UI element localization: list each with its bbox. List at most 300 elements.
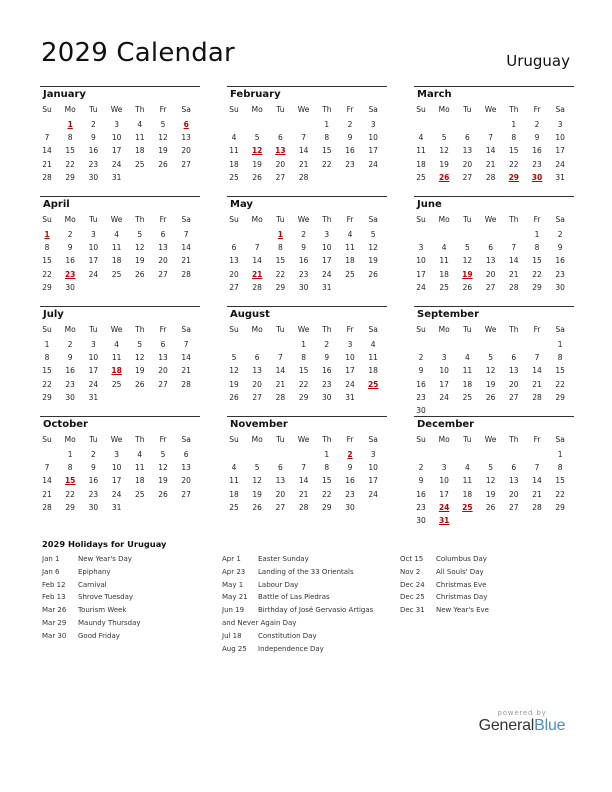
calendar-day: 24 bbox=[345, 379, 355, 389]
holiday-date: Dec 25 bbox=[400, 593, 425, 602]
holiday-date: Aug 25 bbox=[222, 644, 247, 653]
calendar-day: 11 bbox=[439, 256, 449, 266]
month-row bbox=[40, 196, 574, 306]
holiday-date: Feb 12 bbox=[42, 580, 66, 589]
holiday-date: Dec 31 bbox=[400, 606, 425, 615]
calendar-day: 22 bbox=[275, 269, 286, 279]
calendar-day: 9 bbox=[557, 243, 563, 253]
calendar-day: 2 bbox=[91, 450, 96, 459]
calendar-day: 31 bbox=[88, 392, 99, 402]
calendar-day: 30 bbox=[322, 392, 332, 402]
calendar-day: 11 bbox=[135, 463, 145, 473]
calendar-day: 9 bbox=[324, 353, 330, 363]
calendar-day: 16 bbox=[322, 366, 332, 376]
calendar-day: 13 bbox=[181, 463, 191, 473]
weekday-label: Fr bbox=[346, 215, 354, 224]
holiday-list bbox=[42, 539, 572, 664]
calendar-day: 20 bbox=[181, 146, 191, 156]
calendar-day: 9 bbox=[347, 463, 353, 473]
calendar-day: 7 bbox=[278, 353, 283, 363]
calendar-day: 14 bbox=[181, 243, 191, 253]
calendar-day: 28 bbox=[509, 282, 519, 292]
calendar-day: 4 bbox=[465, 463, 470, 473]
holiday-day: 23 bbox=[64, 269, 76, 279]
calendar-day: 3 bbox=[370, 120, 376, 129]
calendar-day: 28 bbox=[298, 172, 309, 182]
calendar-day: 24 bbox=[88, 269, 99, 279]
weekday-label: Su bbox=[416, 325, 426, 334]
calendar-day: 2 bbox=[67, 230, 73, 239]
calendar-day: 7 bbox=[301, 133, 306, 143]
calendar-day: 12 bbox=[158, 133, 168, 143]
calendar-day: 8 bbox=[557, 353, 563, 363]
calendar-day: 25 bbox=[416, 172, 426, 182]
calendar-day: 16 bbox=[345, 146, 355, 156]
calendar-day: 10 bbox=[368, 133, 378, 143]
holiday-name: Landing of the 33 Orientals bbox=[258, 567, 354, 576]
holiday-day: 30 bbox=[531, 172, 543, 182]
holiday-item bbox=[42, 566, 217, 579]
calendar-day: 8 bbox=[301, 353, 306, 363]
calendar-day: 16 bbox=[88, 476, 99, 486]
calendar-day: 29 bbox=[65, 502, 75, 512]
holiday-item bbox=[222, 566, 397, 579]
calendar-day: 24 bbox=[368, 489, 378, 499]
calendar-day: 4 bbox=[137, 120, 143, 129]
calendar-day: 6 bbox=[278, 133, 283, 143]
calendar-day: 2 bbox=[91, 120, 96, 129]
holiday-date: Oct 15 bbox=[400, 555, 424, 563]
calendar-day: 12 bbox=[485, 366, 496, 376]
calendar-day: 10 bbox=[555, 133, 565, 143]
calendar-day: 22 bbox=[42, 269, 52, 279]
calendar-day: 7 bbox=[254, 243, 260, 253]
weekday-label: Tu bbox=[89, 325, 98, 334]
calendar-day: 15 bbox=[275, 256, 286, 266]
holiday-name: Tourism Week bbox=[78, 606, 127, 615]
holiday-item bbox=[42, 579, 217, 592]
holiday-item bbox=[222, 617, 397, 630]
calendar-day: 9 bbox=[67, 353, 73, 363]
weekday-label: Mo bbox=[438, 435, 450, 444]
holiday-name: Carnival bbox=[78, 580, 107, 589]
calendar-day: 19 bbox=[158, 146, 168, 156]
calendar-day: 9 bbox=[301, 243, 306, 253]
holiday-item bbox=[400, 579, 575, 592]
calendar-day: 1 bbox=[67, 450, 73, 459]
brand-footer bbox=[474, 709, 570, 735]
calendar-day: 24 bbox=[416, 282, 426, 292]
calendar-day: 6 bbox=[278, 463, 283, 473]
calendar-day: 7 bbox=[534, 463, 540, 473]
calendar-day: 30 bbox=[345, 502, 355, 512]
calendar-day: 3 bbox=[91, 340, 96, 349]
calendar-day: 17 bbox=[416, 269, 426, 279]
calendar-day: 11 bbox=[111, 243, 122, 253]
calendar-day: 11 bbox=[416, 146, 426, 156]
calendar-day: 22 bbox=[65, 159, 75, 169]
month-name: May bbox=[230, 199, 253, 210]
month-name: July bbox=[43, 309, 64, 320]
weekday-label: Tu bbox=[276, 105, 285, 114]
calendar-day: 15 bbox=[322, 146, 332, 156]
calendar-day: 18 bbox=[368, 366, 378, 376]
calendar-day: 1 bbox=[301, 340, 306, 349]
weekday-label: Fr bbox=[159, 215, 167, 224]
calendar-day: 29 bbox=[275, 282, 286, 292]
calendar-day: 11 bbox=[229, 476, 239, 486]
holiday-day: 25 bbox=[462, 502, 473, 512]
holiday-item bbox=[42, 630, 217, 643]
calendar-day: 29 bbox=[555, 392, 565, 402]
calendar-day: 1 bbox=[534, 230, 540, 239]
calendar-day: 8 bbox=[324, 463, 330, 473]
month-name: October bbox=[43, 419, 88, 430]
calendar-day: 20 bbox=[158, 366, 168, 376]
calendar-day: 2 bbox=[418, 463, 424, 473]
calendar-day: 10 bbox=[111, 133, 122, 143]
calendar-day: 14 bbox=[42, 476, 52, 486]
calendar-day: 10 bbox=[439, 476, 449, 486]
calendar-day: 5 bbox=[137, 340, 143, 349]
calendar-day: 20 bbox=[509, 489, 519, 499]
calendar-day: 14 bbox=[509, 256, 519, 266]
holiday-item bbox=[42, 591, 217, 604]
calendar-day: 30 bbox=[298, 282, 309, 292]
calendar-day: 18 bbox=[135, 146, 145, 156]
calendar-day: 27 bbox=[158, 269, 168, 279]
weekday-label: Th bbox=[135, 435, 145, 444]
calendar-day: 19 bbox=[368, 256, 378, 266]
weekday-label: Mo bbox=[251, 435, 263, 444]
holiday-day: 13 bbox=[275, 146, 286, 156]
calendar-day: 20 bbox=[462, 159, 473, 169]
calendar-day: 17 bbox=[111, 146, 122, 156]
calendar-day: 13 bbox=[158, 243, 168, 253]
holiday-column bbox=[400, 553, 575, 617]
calendar-day: 30 bbox=[88, 172, 99, 182]
month-february bbox=[227, 86, 387, 196]
calendar-day: 25 bbox=[229, 172, 239, 182]
calendar-day: 23 bbox=[345, 159, 355, 169]
calendar-day: 23 bbox=[298, 269, 309, 279]
calendar-day: 6 bbox=[160, 230, 166, 239]
month-name: March bbox=[417, 89, 452, 100]
weekday-label: Mo bbox=[251, 105, 263, 114]
calendar-day: 13 bbox=[181, 133, 191, 143]
calendar-day: 10 bbox=[88, 353, 99, 363]
calendar-day: 28 bbox=[298, 502, 309, 512]
weekday-label: Sa bbox=[181, 435, 191, 444]
weekday-label: We bbox=[110, 325, 123, 334]
calendar-day: 22 bbox=[322, 489, 332, 499]
holiday-day: 26 bbox=[438, 172, 450, 182]
calendar-day: 17 bbox=[345, 366, 355, 376]
calendar-day: 27 bbox=[275, 172, 286, 182]
calendar-day: 11 bbox=[345, 243, 355, 253]
month-october bbox=[40, 416, 200, 526]
calendar-day: 27 bbox=[252, 392, 262, 402]
calendar-day: 29 bbox=[298, 392, 309, 402]
calendar-day: 15 bbox=[42, 366, 52, 376]
holiday-date: Dec 24 bbox=[400, 580, 425, 589]
calendar-day: 14 bbox=[485, 146, 496, 156]
weekday-label: We bbox=[110, 435, 123, 444]
calendar-day: 12 bbox=[368, 243, 378, 253]
calendar-day: 12 bbox=[135, 243, 145, 253]
calendar-day: 27 bbox=[181, 489, 191, 499]
calendar-day: 18 bbox=[229, 489, 239, 499]
calendar-day: 26 bbox=[368, 269, 378, 279]
calendar-day: 5 bbox=[370, 230, 376, 239]
weekday-label: Su bbox=[229, 215, 239, 224]
holiday-item bbox=[400, 591, 575, 604]
calendar-day: 7 bbox=[44, 463, 50, 473]
calendar-day: 22 bbox=[65, 489, 75, 499]
weekday-label: We bbox=[484, 325, 497, 334]
calendar-day: 29 bbox=[42, 392, 52, 402]
calendar-day: 23 bbox=[322, 379, 332, 389]
calendar-day: 19 bbox=[158, 476, 168, 486]
calendar-day: 23 bbox=[532, 159, 542, 169]
holiday-day: 2 bbox=[347, 450, 353, 459]
calendar-day: 19 bbox=[135, 366, 145, 376]
weekday-label: Tu bbox=[89, 105, 98, 114]
calendar-day: 14 bbox=[181, 353, 191, 363]
calendar-day: 26 bbox=[135, 379, 145, 389]
calendar-day: 2 bbox=[324, 340, 330, 349]
calendar-day: 10 bbox=[368, 463, 378, 473]
calendar-day: 4 bbox=[231, 463, 237, 473]
calendar-day: 22 bbox=[298, 379, 309, 389]
holiday-name: Labour Day bbox=[258, 580, 299, 589]
weekday-label: Tu bbox=[463, 325, 472, 334]
calendar-day: 25 bbox=[111, 379, 122, 389]
calendar-day: 21 bbox=[42, 489, 52, 499]
weekday-label: Sa bbox=[181, 215, 191, 224]
calendar-day: 20 bbox=[252, 379, 262, 389]
calendar-day: 18 bbox=[345, 256, 355, 266]
calendar-day: 26 bbox=[158, 159, 168, 169]
month-row bbox=[40, 416, 574, 526]
month-name: June bbox=[417, 199, 442, 210]
holiday-item bbox=[222, 604, 397, 617]
calendar-day: 20 bbox=[229, 269, 239, 279]
holiday-day: 25 bbox=[367, 379, 379, 389]
calendar-day: 3 bbox=[441, 353, 447, 363]
calendar-day: 11 bbox=[111, 353, 122, 363]
calendar-day: 7 bbox=[511, 243, 517, 253]
calendar-day: 8 bbox=[534, 243, 540, 253]
calendar-day: 10 bbox=[416, 256, 426, 266]
calendar-day: 31 bbox=[345, 392, 355, 402]
calendar-day: 8 bbox=[278, 243, 283, 253]
calendar-day: 25 bbox=[229, 502, 239, 512]
logo-general: General bbox=[478, 717, 535, 734]
holiday-item bbox=[42, 604, 217, 617]
weekday-label: Tu bbox=[463, 435, 472, 444]
calendar-day: 15 bbox=[42, 256, 52, 266]
calendar-day: 18 bbox=[462, 489, 473, 499]
weekday-label: Sa bbox=[181, 325, 191, 334]
holiday-date: Apr 23 bbox=[222, 567, 246, 576]
calendar-day: 30 bbox=[416, 406, 426, 415]
calendar-day: 8 bbox=[557, 463, 563, 473]
calendar-day: 7 bbox=[183, 230, 189, 239]
holiday-name: Easter Sunday bbox=[258, 555, 309, 563]
weekday-label: Fr bbox=[346, 435, 354, 444]
weekday-label: Tu bbox=[89, 435, 98, 444]
weekday-label: We bbox=[297, 435, 310, 444]
calendar-day: 27 bbox=[275, 502, 286, 512]
calendar-day: 6 bbox=[511, 353, 517, 363]
calendar-day: 6 bbox=[160, 340, 166, 349]
weekday-label: Sa bbox=[181, 105, 191, 114]
weekday-label: Th bbox=[509, 435, 519, 444]
calendar-day: 28 bbox=[485, 172, 496, 182]
calendar-day: 9 bbox=[91, 133, 96, 143]
holiday-column bbox=[222, 553, 397, 655]
calendar-day: 27 bbox=[485, 282, 496, 292]
weekday-label: Th bbox=[322, 105, 332, 114]
calendar-day: 28 bbox=[252, 282, 262, 292]
calendar-day: 27 bbox=[509, 502, 519, 512]
calendar-day: 14 bbox=[298, 476, 309, 486]
weekday-label: Su bbox=[42, 215, 52, 224]
calendar-day: 25 bbox=[135, 159, 145, 169]
calendar-day: 16 bbox=[532, 146, 542, 156]
calendar-day: 25 bbox=[135, 489, 145, 499]
calendar-day: 4 bbox=[441, 243, 447, 253]
calendar-day: 15 bbox=[532, 256, 542, 266]
month-january bbox=[40, 86, 200, 196]
holiday-day: 6 bbox=[183, 120, 189, 129]
calendar-day: 1 bbox=[557, 340, 563, 349]
calendar-day: 23 bbox=[416, 392, 426, 402]
calendar-day: 15 bbox=[555, 476, 565, 486]
calendar-day: 16 bbox=[416, 489, 426, 499]
calendar-day: 6 bbox=[488, 243, 493, 253]
calendar-day: 22 bbox=[555, 489, 565, 499]
holiday-name: Shrove Tuesday bbox=[78, 593, 134, 602]
calendar-day: 24 bbox=[88, 379, 99, 389]
weekday-label: Fr bbox=[533, 105, 541, 114]
calendar-day: 5 bbox=[137, 230, 143, 239]
calendar-day: 2 bbox=[534, 120, 540, 129]
calendar-day: 11 bbox=[135, 133, 145, 143]
calendar-day: 28 bbox=[275, 392, 286, 402]
calendar-day: 14 bbox=[42, 146, 52, 156]
weekday-label: Mo bbox=[64, 105, 76, 114]
calendar-day: 3 bbox=[370, 450, 376, 459]
holiday-date: May 1 bbox=[222, 580, 244, 589]
calendar-day: 23 bbox=[345, 489, 355, 499]
month-name: January bbox=[43, 89, 86, 100]
calendar-day: 14 bbox=[532, 366, 542, 376]
calendar-day: 19 bbox=[229, 379, 239, 389]
calendar-day: 29 bbox=[65, 172, 75, 182]
weekday-label: Sa bbox=[368, 215, 378, 224]
holiday-day: 15 bbox=[64, 476, 76, 486]
calendar-day: 7 bbox=[44, 133, 50, 143]
month-december bbox=[414, 416, 574, 526]
calendar-day: 12 bbox=[252, 476, 262, 486]
calendar-day: 28 bbox=[42, 172, 52, 182]
calendar-day: 21 bbox=[298, 159, 309, 169]
weekday-label: Tu bbox=[276, 325, 285, 334]
calendar-day: 3 bbox=[347, 340, 353, 349]
holiday-item bbox=[400, 604, 575, 617]
calendar-day: 29 bbox=[42, 282, 52, 292]
calendar-day: 12 bbox=[485, 476, 496, 486]
calendar-day: 2 bbox=[418, 353, 424, 363]
holiday-date: Apr 1 bbox=[222, 555, 241, 563]
month-april bbox=[40, 196, 200, 306]
calendar-day: 30 bbox=[65, 392, 75, 402]
holiday-item bbox=[222, 579, 397, 592]
holiday-date: Nov 2 bbox=[400, 567, 421, 576]
page-title: 2029 Calendar bbox=[41, 38, 235, 68]
weekday-label: Su bbox=[229, 435, 239, 444]
calendar-day: 24 bbox=[111, 489, 122, 499]
weekday-label: Th bbox=[509, 215, 519, 224]
calendar-day: 4 bbox=[465, 353, 470, 363]
calendar-day: 21 bbox=[42, 159, 52, 169]
weekday-label: Tu bbox=[276, 215, 285, 224]
calendar-day: 10 bbox=[111, 463, 122, 473]
calendar-day: 4 bbox=[231, 133, 237, 143]
calendar-day: 18 bbox=[111, 256, 122, 266]
calendar-day: 28 bbox=[42, 502, 52, 512]
calendar-day: 24 bbox=[439, 392, 449, 402]
logo-blue: Blue bbox=[534, 717, 566, 734]
month-september bbox=[414, 306, 574, 416]
calendar-day: 17 bbox=[88, 256, 99, 266]
calendar-day: 8 bbox=[324, 133, 330, 143]
calendar-day: 3 bbox=[324, 230, 330, 239]
holiday-column bbox=[42, 553, 217, 643]
holiday-item bbox=[222, 553, 397, 566]
holiday-day: 1 bbox=[44, 230, 50, 239]
calendar-day: 18 bbox=[229, 159, 239, 169]
calendar-day: 26 bbox=[462, 282, 473, 292]
calendar-day: 2 bbox=[557, 230, 563, 239]
calendar-day: 4 bbox=[114, 340, 119, 349]
calendar-day: 30 bbox=[65, 282, 75, 292]
calendar-day: 25 bbox=[462, 392, 473, 402]
calendar-day: 30 bbox=[88, 502, 99, 512]
holiday-name: Christmas Day bbox=[436, 593, 488, 602]
calendar-day: 22 bbox=[322, 159, 332, 169]
holiday-date: Mar 26 bbox=[42, 606, 67, 615]
calendar-day: 17 bbox=[111, 476, 122, 486]
calendar-day: 5 bbox=[488, 463, 493, 473]
calendar-day: 18 bbox=[416, 159, 426, 169]
weekday-label: We bbox=[297, 215, 310, 224]
month-march bbox=[414, 86, 574, 196]
holiday-date: Jan 6 bbox=[42, 567, 60, 576]
calendar-day: 14 bbox=[252, 256, 262, 266]
weekday-label: Th bbox=[135, 215, 145, 224]
weekday-label: Su bbox=[42, 325, 52, 334]
holiday-name: All Souls' Day bbox=[436, 567, 484, 576]
holiday-list-title: 2029 Holidays for Uruguay bbox=[42, 539, 167, 549]
calendar-day: 28 bbox=[532, 392, 542, 402]
calendar-day: 17 bbox=[368, 476, 378, 486]
calendar-day: 8 bbox=[67, 463, 73, 473]
holiday-name: Independence Day bbox=[258, 644, 324, 653]
calendar-day: 5 bbox=[488, 353, 493, 363]
